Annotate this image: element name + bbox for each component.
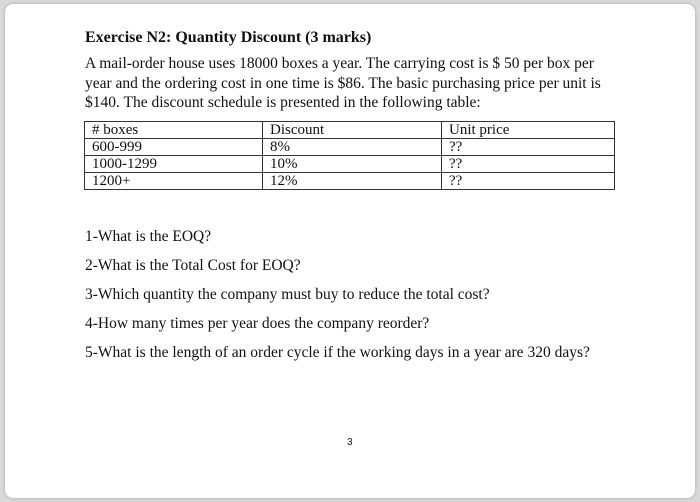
document-page <box>5 4 695 498</box>
table-cell: 8% <box>263 139 442 156</box>
table-cell: ?? <box>442 139 615 156</box>
header-cell-boxes: # boxes <box>85 122 263 139</box>
table-row <box>85 156 615 173</box>
header-cell-unit-price: Unit price <box>442 122 615 139</box>
page-number: 3 <box>347 437 353 448</box>
question-item: 3-Which quantity the company must buy to reduce the total cost? <box>85 286 490 303</box>
problem-line: $140. The discount schedule is presented in the following table: <box>85 94 481 111</box>
table-cell: 1200+ <box>85 173 263 190</box>
table-header-row <box>85 122 615 139</box>
exercise-title: Exercise N2: Quantity Discount (3 marks) <box>85 29 372 46</box>
question-item: 4-How many times per year does the company reorder? <box>85 315 430 332</box>
question-item: 2-What is the Total Cost for EOQ? <box>85 257 301 274</box>
question-list <box>85 227 590 372</box>
table-row <box>85 139 615 156</box>
problem-statement <box>85 54 621 113</box>
table-cell: 10% <box>263 156 442 173</box>
table-cell: 12% <box>263 173 442 190</box>
problem-line: year and the ordering cost in one time is $86. The basic purchasing price per unit is <box>85 74 601 92</box>
header-cell-discount: Discount <box>263 122 442 139</box>
question-item: 1-What is the EOQ? <box>85 228 212 245</box>
table-cell: 1000-1299 <box>85 156 263 173</box>
problem-line: A mail-order house uses 18000 boxes a year. The carrying cost is $ 50 per box per <box>85 55 594 72</box>
table-cell: 600-999 <box>85 139 263 156</box>
table-cell: ?? <box>442 156 615 173</box>
discount-schedule-table <box>84 121 615 190</box>
table-cell: ?? <box>442 173 615 190</box>
question-item: 5-What is the length of an order cycle if the working days in a year are 320 days? <box>85 344 590 361</box>
table-row <box>85 173 615 190</box>
